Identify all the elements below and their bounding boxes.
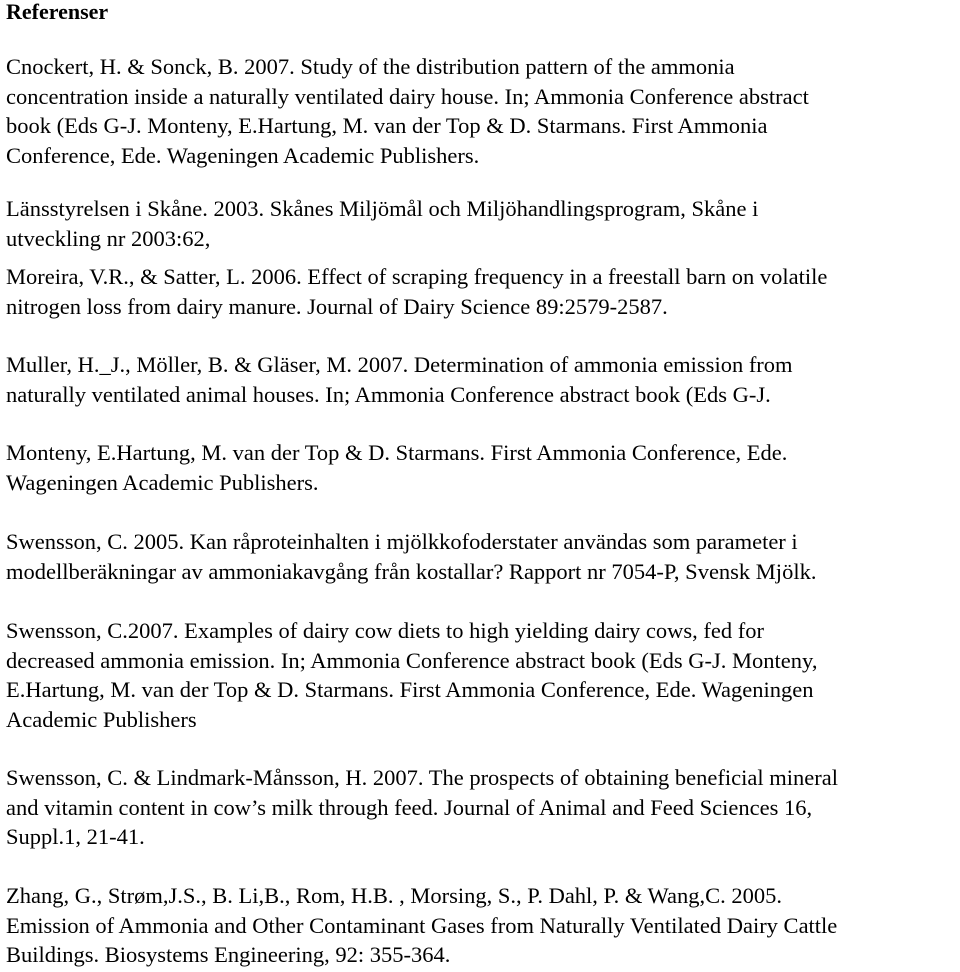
reference-line: Academic Publishers	[6, 706, 197, 732]
reference-swensson-2007	[6, 616, 956, 734]
reference-line: Moreira, V.R., & Satter, L. 2006. Effect of scraping frequency in a freestall barn on volatile	[6, 264, 828, 289]
reference-line: Muller, H._J., Möller, B. & Gläser, M. 2007. Determination of ammonia emission from	[6, 352, 793, 377]
reference-cnockert-sonck-2007	[6, 52, 956, 170]
reference-line: nitrogen loss from dairy manure. Journal of Dairy Science 89:2579-2587.	[6, 293, 668, 319]
reference-line: Buildings. Biosystems Engineering, 92: 355-364.	[6, 942, 451, 967]
reference-line: Swensson, C. 2005. Kan råproteinhalten i mjölkkofoderstater användas som parameter i	[6, 529, 798, 554]
reference-line: Cnockert, H. & Sonck, B. 2007. Study of the distribution pattern of the ammonia	[6, 54, 735, 79]
reference-line: Conference, Ede. Wageningen Academic Publishers.	[6, 142, 480, 168]
reference-line: modellberäkningar av ammoniakavgång från kostallar? Rapport nr 7054-P, Svensk Mjölk.	[6, 558, 817, 584]
reference-line: Emission of Ammonia and Other Contaminant Gases from Naturally Ventilated Dairy Cattle	[6, 912, 838, 938]
reference-line: naturally ventilated animal houses. In; Ammonia Conference abstract book (Eds G-J.	[6, 381, 771, 407]
reference-zhang-et-al-2005	[6, 881, 956, 970]
reference-line: Monteny, E.Hartung, M. van der Top & D. Starmans. First Ammonia Conference, Ede.	[6, 440, 788, 465]
reference-moreira-satter-2006	[6, 262, 956, 321]
reference-line: and vitamin content in cow’s milk through feed. Journal of Animal and Feed Sciences 16,	[6, 794, 813, 820]
reference-line: Swensson, C.2007. Examples of dairy cow diets to high yielding dairy cows, fed for	[6, 618, 765, 643]
reference-swensson-2005	[6, 527, 956, 586]
reference-line: Wageningen Academic Publishers.	[6, 469, 319, 495]
reference-line: book (Eds G-J. Monteny, E.Hartung, M. van der Top & D. Starmans. First Ammonia	[6, 113, 768, 138]
reference-line: decreased ammonia emission. In; Ammonia Conference abstract book (Eds G-J. Monteny,	[6, 647, 818, 673]
reference-line: Suppl.1, 21-41.	[6, 824, 145, 849]
reference-lansstyrelsen-2003	[6, 194, 956, 253]
reference-muller-moller-glaser-2007	[6, 350, 956, 409]
reference-line: Zhang, G., Strøm,J.S., B. Li,B., Rom, H.B. , Morsing, S., P. Dahl, P. & Wang,C. 2005.	[6, 883, 782, 908]
reference-line: utveckling nr 2003:62,	[6, 225, 211, 251]
reference-line: E.Hartung, M. van der Top & D. Starmans. First Ammonia Conference, Ede. Wageningen	[6, 677, 814, 702]
reference-swensson-lindmark-mansson-2007	[6, 763, 956, 852]
reference-line: concentration inside a naturally ventilated dairy house. In; Ammonia Conference abstract	[6, 83, 809, 109]
reference-muller-continuation	[6, 438, 956, 497]
reference-line: Swensson, C. & Lindmark-Månsson, H. 2007. The prospects of obtaining beneficial mineral	[6, 765, 838, 790]
references-heading: Referenser	[6, 0, 109, 24]
reference-line: Länsstyrelsen i Skåne. 2003. Skånes Miljömål och Miljöhandlingsprogram, Skåne i	[6, 196, 759, 221]
